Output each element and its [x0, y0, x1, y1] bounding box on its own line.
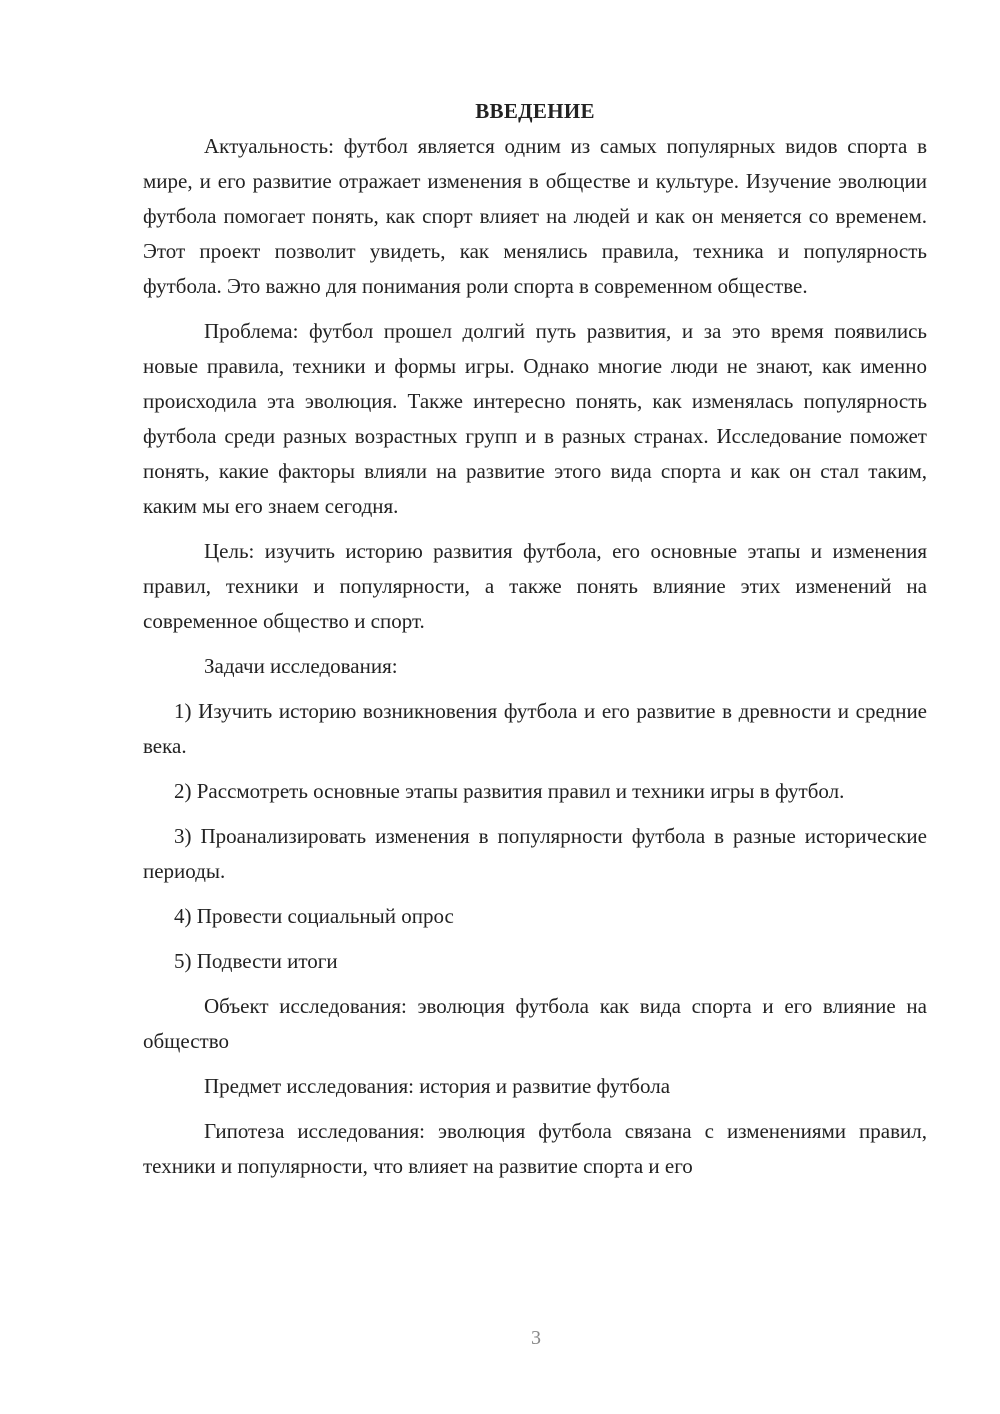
document-page	[143, 94, 927, 1184]
goal-paragraph: Цель: изучить историю развития футбола, его основные этапы и изменения правил, техники и популярности, а также понять влияние этих изменений на современное общество и спорт.	[143, 539, 927, 633]
section-title: ВВЕДЕНИЕ	[475, 99, 595, 123]
task-item: 5) Подвести итоги	[174, 949, 338, 973]
task-item: 3) Проанализировать изменения в популярности футбола в разные исторические периоды.	[143, 824, 927, 883]
object-paragraph: Объект исследования: эволюция футбола как вида спорта и его влияние на общество	[143, 994, 927, 1053]
task-item: 2) Рассмотреть основные этапы развития правил и техники игры в футбол.	[174, 779, 845, 803]
page-number: 3	[531, 1327, 541, 1349]
task-item: 4) Провести социальный опрос	[174, 904, 454, 928]
task-item: 1) Изучить историю возникновения футбола и его развитие в древности и средние века.	[143, 699, 927, 758]
hypothesis-paragraph: Гипотеза исследования: эволюция футбола связана с изменениями правил, техники и популярности, что влияет на развитие спорта и его	[143, 1119, 927, 1178]
tasks-heading: Задачи исследования:	[204, 654, 398, 678]
subject-paragraph: Предмет исследования: история и развитие футбола	[204, 1074, 671, 1098]
relevance-paragraph: Актуальность: футбол является одним из самых популярных видов спорта в мире, и его развитие отражает изменения в обществе и культуре. Изучение эволюции футбола помогает понять, как спорт влияет на людей и как он меняется со временем. Этот проект позволит увидеть, как менялись правила, техника и популярность футбола. Это важно для понимания роли спорта в современном обществе.	[143, 134, 927, 298]
problem-paragraph: Проблема: футбол прошел долгий путь развития, и за это время появились новые правила, техники и формы игры. Однако многие люди не знают, как именно происходила эта эволюция. Также интересно понять, как изменялась популярность футбола среди разных возрастных групп и в разных странах. Исследование поможет понять, какие факторы влияли на развитие этого вида спорта и как он стал таким, каким мы его знаем сегодня.	[143, 319, 927, 518]
